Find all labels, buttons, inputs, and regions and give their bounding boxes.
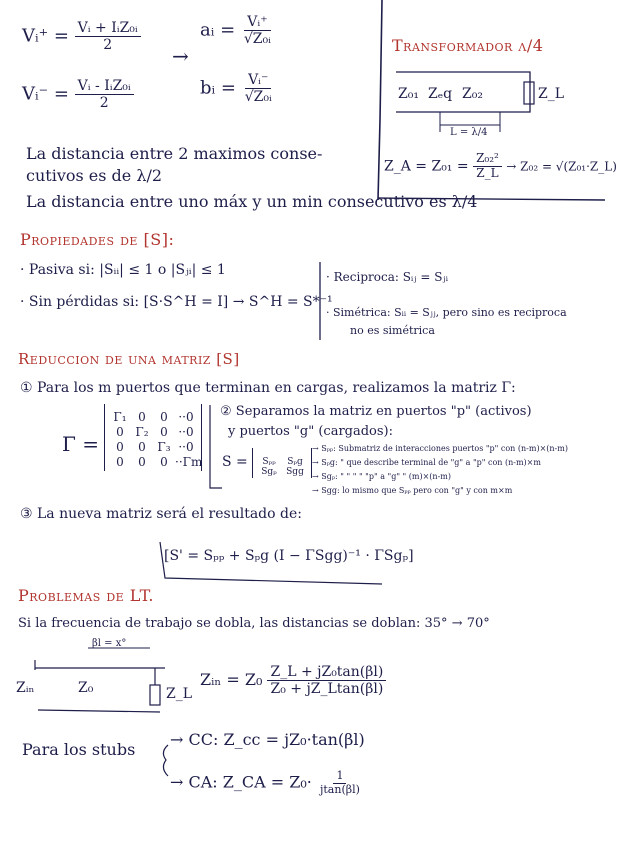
vplus-numerator: Vᵢ + IᵢZ₀ᵢ — [75, 20, 141, 37]
problems-heading: Problemas de LT. — [18, 586, 154, 605]
transformer-length: L = λ/4 — [450, 127, 488, 138]
note-line-1: La distancia entre 2 maximos conse- — [26, 144, 323, 163]
gamma-cell: ··0 — [178, 440, 194, 454]
problems-bl: βl = x° — [92, 638, 127, 649]
gamma-cell: 0 — [138, 455, 146, 469]
formula-denominator: Z_L — [476, 165, 499, 180]
transformer-title: Transformador λ/4 — [392, 36, 544, 55]
property-symmetric-2: no es simétrica — [350, 324, 435, 337]
stub-cc: → CC: Z_cc = jZ₀·tan(βl) — [170, 730, 365, 749]
s-block-cell: Sₚg — [287, 457, 303, 467]
gamma-cell: 0 — [138, 440, 146, 454]
s-block-matrix — [252, 448, 312, 478]
s-desc-2: → Sₚg: " que describe terminal de "g" a "p" con (n-m)×m — [312, 458, 541, 467]
transformer-zeq: Zₑq — [428, 86, 453, 102]
transformer-z01: Z₀₁ — [398, 86, 419, 102]
gamma-cell: ··0 — [178, 410, 194, 424]
gamma-cell: 0 — [160, 455, 168, 469]
reduction-step-2-line-2: y puertos "g" (cargados): — [228, 424, 394, 439]
transformer-zl: Z_L — [538, 86, 565, 102]
gamma-cell: Γ₃ — [157, 440, 171, 454]
problems-zin-label: Zᵢₙ — [16, 680, 35, 696]
gamma-cell: 0 — [160, 410, 168, 424]
problems-zl: Z_L — [166, 686, 193, 702]
vminus-denominator: 2 — [99, 95, 109, 112]
transformer-load — [524, 82, 534, 104]
gamma-cell: Γ₁ — [113, 410, 127, 424]
vplus-equation — [22, 20, 141, 53]
property-lossless: · Sin pérdidas si: [S·S^H = I] → S^H = S*⁻¹ — [20, 294, 333, 310]
gamma-cell: ··Γm — [175, 455, 203, 469]
b-denominator: √Z₀ᵢ — [244, 89, 272, 106]
b-equation — [200, 72, 275, 105]
stubs-label: Para los stubs — [22, 740, 136, 759]
zin-lhs: Zᵢₙ = Z₀ — [200, 670, 263, 690]
gamma-lhs: Γ = — [62, 432, 99, 456]
property-passive: · Pasiva si: |Sᵢᵢ| ≤ 1 o |Sⱼᵢ| ≤ 1 — [20, 262, 226, 278]
s-lhs: S = — [222, 454, 248, 470]
stub-ca-numerator: 1 — [333, 770, 346, 784]
gamma-cell: Γ₂ — [135, 425, 149, 439]
reduction-step-3: ③ La nueva matriz será el resultado de: — [20, 506, 302, 522]
reduction-result: [S' = Sₚₚ + Sₚg (I − ΓSgg)⁻¹ · ΓSgₚ] — [164, 548, 414, 564]
s-desc-4: → Sgg: lo mismo que Sₚₚ pero con "g" y con m×m — [312, 486, 513, 495]
vminus-numerator: Vᵢ - IᵢZ₀ᵢ — [75, 78, 134, 95]
line-load — [150, 685, 160, 705]
zin-numerator: Z_L + jZ₀tan(βl) — [267, 664, 386, 681]
vminus-equation — [22, 78, 134, 111]
stub-ca-denominator: jtan(βl) — [319, 782, 360, 796]
reduction-heading: Reduccion de una matriz [S] — [18, 350, 240, 368]
gamma-cell: 0 — [116, 425, 124, 439]
gamma-cell: 0 — [160, 425, 168, 439]
s-block-cell: Sgₚ — [261, 467, 277, 477]
s-desc-3: → Sgₚ: " " " " "p" a "g" " (m)×(n-m) — [312, 472, 451, 481]
vplus-lhs: Vᵢ⁺ = — [22, 25, 69, 47]
problems-text: Si la frecuencia de trabajo se dobla, las distancias se doblan: 35° → 70° — [18, 616, 490, 631]
b-numerator: Vᵢ⁻ — [245, 72, 271, 89]
s-block-cell: Sgg — [286, 467, 304, 477]
properties-heading: Propiedades de [S]: — [20, 230, 175, 249]
note-line-3: La distancia entre uno máx y un min consecutivo es λ/4 — [26, 192, 478, 211]
arrow-icon: → — [172, 44, 189, 68]
stub-ca — [170, 770, 363, 796]
formula-numerator: Z₀₂² — [473, 152, 502, 167]
transformer-formula — [384, 152, 617, 181]
gamma-cell: 0 — [116, 440, 124, 454]
property-symmetric-1: · Simétrica: Sᵢᵢ = Sⱼⱼ, pero sino es reciproca — [326, 306, 567, 319]
a-equation — [200, 14, 274, 47]
s-desc-1: → Sₚₚ: Submatriz de interacciones puertos "p" con (n-m)×(n-m) — [312, 444, 568, 453]
section-divider — [378, 0, 382, 200]
property-reciprocal: · Reciproca: Sᵢⱼ = Sⱼᵢ — [326, 270, 448, 284]
gamma-cell: ··0 — [178, 425, 194, 439]
a-lhs: aᵢ = — [200, 19, 236, 41]
line-top — [35, 668, 165, 685]
vplus-denominator: 2 — [103, 37, 113, 54]
zin-formula — [200, 664, 386, 697]
stub-ca-lhs: → CA: Z_CA = Z₀· — [170, 772, 312, 792]
b-lhs: bᵢ = — [200, 77, 236, 99]
s-block-grid — [256, 457, 308, 477]
gamma-matrix — [104, 404, 202, 471]
s-block-cell: Sₚₚ — [262, 457, 276, 467]
vminus-lhs: Vᵢ⁻ = — [22, 83, 69, 105]
reduction-step-1: ① Para los m puertos que terminan en cargas, realizamos la matriz Γ: — [20, 380, 516, 396]
stub-brace — [163, 745, 168, 776]
problems-z0: Z₀ — [78, 680, 94, 696]
reduction-step-2-line-1: ② Separamos la matriz en puertos "p" (activos) — [220, 404, 532, 419]
a-denominator: √Z₀ᵢ — [243, 31, 271, 48]
zin-denominator: Z₀ + jZ_Ltan(βl) — [270, 681, 384, 698]
gamma-cell: 0 — [116, 455, 124, 469]
formula-rhs: → Z₀₂ = √(Z₀₁·Z_L) — [506, 159, 617, 174]
formula-lhs: Z_A = Z₀₁ = — [384, 158, 469, 175]
gamma-matrix-grid — [109, 410, 203, 469]
transformer-z02: Z₀₂ — [462, 86, 483, 102]
note-line-2: cutivos es de λ/2 — [26, 166, 163, 185]
gamma-cell: 0 — [138, 410, 146, 424]
a-numerator: Vᵢ⁺ — [244, 14, 270, 31]
line-bottom — [35, 660, 160, 712]
